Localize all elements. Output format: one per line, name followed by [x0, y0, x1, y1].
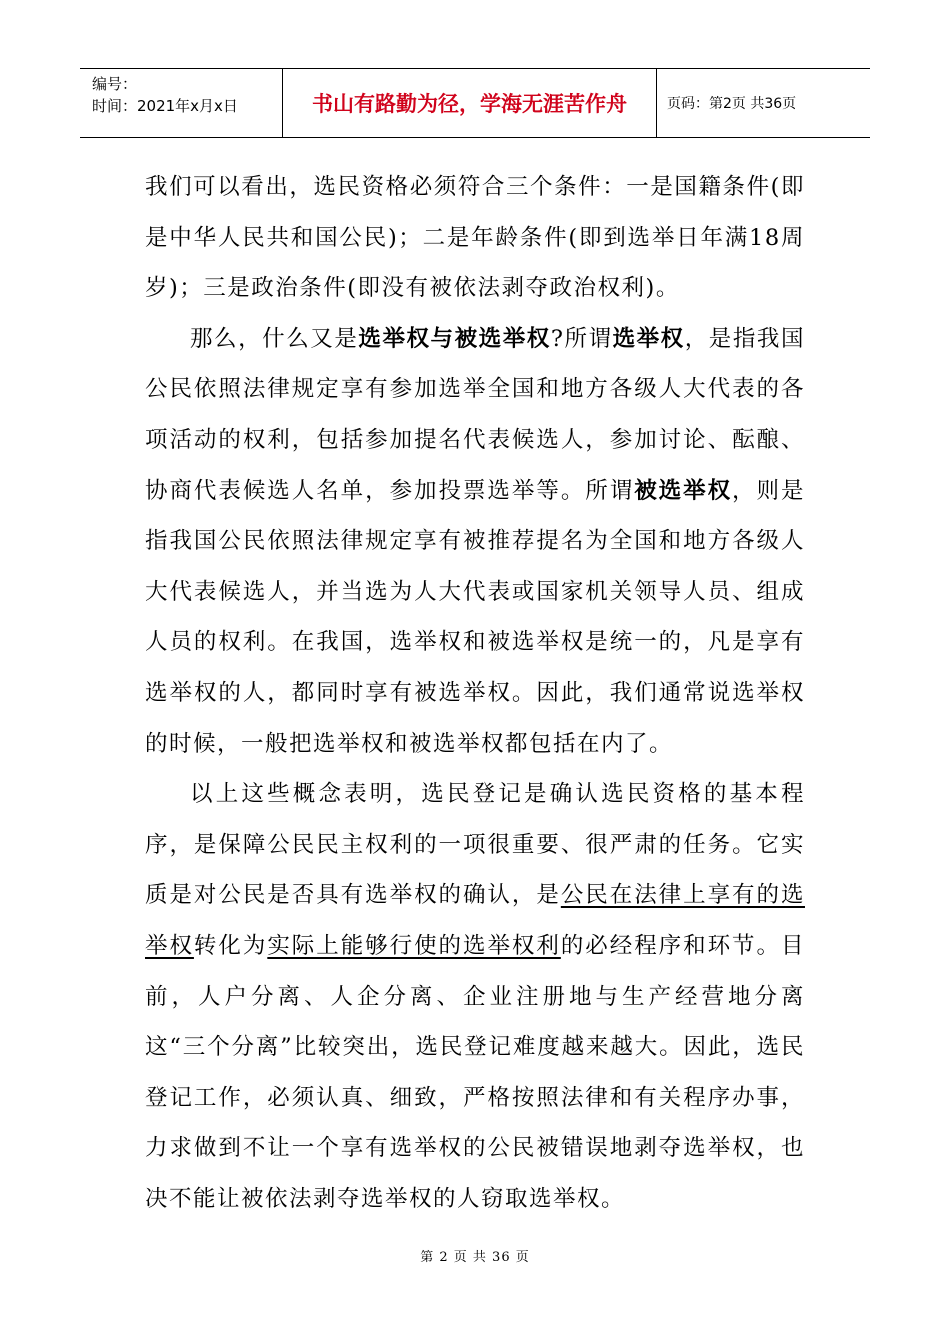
- underlined-phrase-actual-right: 实际上能够行使的选举权利: [267, 932, 561, 959]
- bold-term-rights: 选举权与被选举权: [358, 325, 551, 352]
- header-page-info: 页码：第2页 共36页: [667, 96, 797, 112]
- document-number-label: 编号：: [92, 75, 138, 93]
- text-segment: ?所谓: [550, 325, 613, 352]
- text-segment: 的必经程序和环节。目前，人户分离、人企分离、企业注册地与生产经营地分离这“三个分离”比较突出，选民登记难度越来越大。因此，选民登记工作，必须认真、细致，严格按照法律和有关程序办事，力求做到不让一个享有选举权的公民被错误地剥夺选举权，也决不能让被依法剥夺选举权的人窃取选举权。: [145, 932, 805, 1212]
- header-meta: [80, 69, 283, 137]
- text-segment: 那么，什么又是: [190, 325, 359, 352]
- text-segment: 转化为: [193, 932, 268, 959]
- paragraph-voter-registration: [145, 769, 805, 1224]
- document-date: 时间：2021年x月x日: [92, 97, 238, 115]
- bold-term-right-to-be-elected: 被选举权: [634, 477, 733, 504]
- document-body: [145, 162, 805, 1224]
- header-motto: 书山有路勤为径，学海无涯苦作舟: [283, 69, 657, 137]
- page-footer: 第 2 页 共 36 页: [420, 1250, 530, 1265]
- bold-term-right-to-vote: 选举权: [612, 325, 685, 352]
- text-segment: ，则是指我国公民依照法律规定享有被推荐提名为全国和地方各级人大代表候选人，并当选为人大代表或国家机关领导人员、组成人员的权利。在我国，选举权和被选举权是统一的，凡是享有选举权的人，都同时享有被选举权。因此，我们通常说选举权的时候，一般把选举权和被选举权都包括在内了。: [145, 477, 805, 757]
- text-segment: 以上这些概念表明，选民登记是确认选民资格的基本程序，是保障公民民主权利的一项很重要、很严肃的任务。它实质是对公民是否具有选举权的确认，是: [145, 781, 805, 909]
- paragraph-voter-conditions: 我们可以看出，选民资格必须符合三个条件：一是国籍条件(即是中华人民共和国公民)；二是年龄条件(即到选举日年满18周岁)；三是政治条件(即没有被依法剥夺政治权利)。: [145, 174, 805, 302]
- page-header: [80, 68, 870, 138]
- paragraph-election-rights: [145, 314, 805, 769]
- text-segment: ，是指我国公民依照法律规定享有参加选举全国和地方各级人大代表的各项活动的权利，包括参加提名代表候选人，参加讨论、酝酿、协商代表候选人名单，参加投票选举等。所谓: [145, 325, 805, 504]
- underlined-phrase-legal-right: 公民在法律上享有的选举权: [145, 882, 805, 959]
